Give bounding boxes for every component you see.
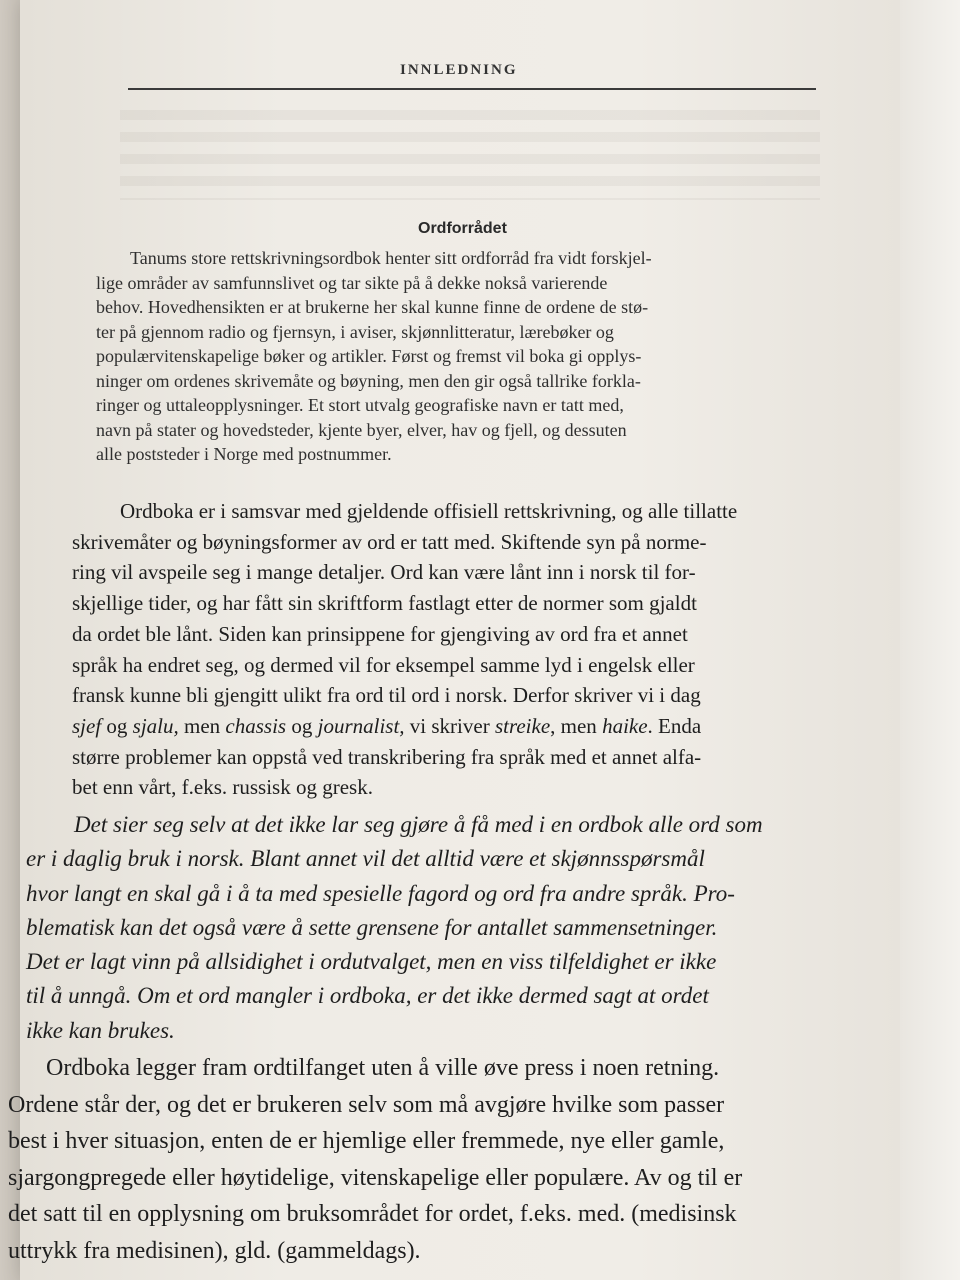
italic-example: chassis xyxy=(225,713,287,738)
text-line: populærvitenskapelige bøker og artikler. Først og fremst vil boka gi opplys- xyxy=(96,346,642,366)
text-line: ringer og uttaleopplysninger. Et stort utvalg geografiske navn er tatt med, xyxy=(96,395,624,415)
text-line: større problemer kan oppstå ved transkribering fra språk med et annet alfa- xyxy=(72,744,702,769)
text-line: best i hver situasjon, enten de er hjemlige eller fremmede, nye eller gamle, xyxy=(8,1128,725,1155)
text-fragment: og xyxy=(286,713,318,738)
text-fragment: . Enda xyxy=(647,713,702,738)
italic-example: sjalu, xyxy=(132,713,179,738)
text-line: uttrykk fra medisinen), gld. (gammeldags). xyxy=(8,1237,421,1264)
paragraph-3 xyxy=(26,808,763,1048)
text-line: ter på gjennom radio og fjernsyn, i aviser, skjønnlitteratur, lærebøker og xyxy=(96,321,614,342)
paragraph-2 xyxy=(72,496,737,803)
paragraph-1 xyxy=(96,246,652,467)
text-line: alle poststeder i Norge med postnummer. xyxy=(96,444,392,464)
text-fragment: vi skriver xyxy=(404,713,495,738)
page-margin-right xyxy=(900,0,960,1280)
italic-example: journalist, xyxy=(317,713,405,738)
text-line: ninger om ordenes skrivemåte og bøyning, men den gir også tallrike forkla- xyxy=(96,370,641,391)
text-fragment: men xyxy=(178,713,226,738)
text-line: ring vil avspeile seg i mange detaljer. Ord kan være lånt inn i norsk til for- xyxy=(72,560,696,585)
text-line: er i daglig bruk i norsk. Blant annet vil det alltid være et skjønnsspørsmål xyxy=(26,846,705,872)
header-rule xyxy=(128,88,816,90)
text-line: lige områder av samfunnslivet og tar sikte på å dekke nokså varierende xyxy=(96,272,608,293)
text-line: Tanums store rettskrivningsordbok henter sitt ordforråd fra vidt forskjel- xyxy=(130,248,652,268)
italic-example: haike xyxy=(602,713,648,738)
text-line: ikke kan brukes. xyxy=(26,1017,175,1043)
show-through-text xyxy=(120,110,820,200)
text-line: behov. Hovedhensikten er at brukerne her skal kunne finne de ordene de stø- xyxy=(96,297,649,317)
text-line: til å unngå. Om et ord mangler i ordboka, er det ikke dermed sagt at ordet xyxy=(26,983,709,1009)
italic-example: sjef xyxy=(72,713,102,738)
text-line: Ordene står der, og det er brukeren selv som må avgjøre hvilke som passer xyxy=(8,1091,725,1118)
section-heading: Ordforrådet xyxy=(418,220,507,237)
italic-example: streike xyxy=(494,713,551,738)
text-fragment: , men xyxy=(550,713,603,738)
text-line: navn på stater og hovedsteder, kjente byer, elver, hav og fjell, og dessuten xyxy=(96,419,627,440)
running-head: INNLEDNING xyxy=(400,62,518,78)
text-line: Det sier seg selv at det ikke lar seg gjøre å få med i en ordbok alle ord som xyxy=(74,812,763,837)
text-line: bet enn vårt, f.eks. russisk og gresk. xyxy=(72,775,373,800)
text-line: da ordet ble lånt. Siden kan prinsippene for gjengiving av ord fra et annet xyxy=(72,621,688,646)
text-line: språk ha endret seg, og dermed vil for eksempel samme lyd i engelsk eller xyxy=(72,652,695,677)
text-line: skrivemåter og bøyningsformer av ord er tatt med. Skiftende syn på norme- xyxy=(72,529,707,554)
text-line: hvor langt en skal gå i å ta med spesielle fagord og ord fra andre språk. Pro- xyxy=(26,880,735,906)
text-line: fransk kunne bli gjengitt ulikt fra ord til ord i norsk. Derfor skriver vi i dag xyxy=(72,683,701,708)
text-line: Ordboka er i samsvar med gjeldende offisiell rettskrivning, og alle tillatte xyxy=(120,499,738,523)
text-line: sjargongpregede eller høytidelige, vitenskapelige eller populære. Av og til er xyxy=(8,1164,743,1191)
text-line: Ordboka legger fram ordtilfanget uten å ville øve press i noen retning. xyxy=(46,1055,720,1081)
text-line-with-italic-examples xyxy=(72,711,737,742)
text-line: Det er lagt vinn på allsidighet i ordutvalget, men en viss tilfeldighet er ikke xyxy=(26,949,717,975)
text-line: det satt til en opplysning om bruksområdet for ordet, f.eks. med. (medisinsk xyxy=(8,1201,737,1228)
text-line: blematisk kan det også være å sette grensene for antallet sammensetninger. xyxy=(26,914,718,940)
text-line: skjellige tider, og har fått sin skriftform fastlagt etter de normer som gjaldt xyxy=(72,591,697,616)
text-fragment: og xyxy=(101,713,133,738)
paragraph-4 xyxy=(8,1050,742,1270)
